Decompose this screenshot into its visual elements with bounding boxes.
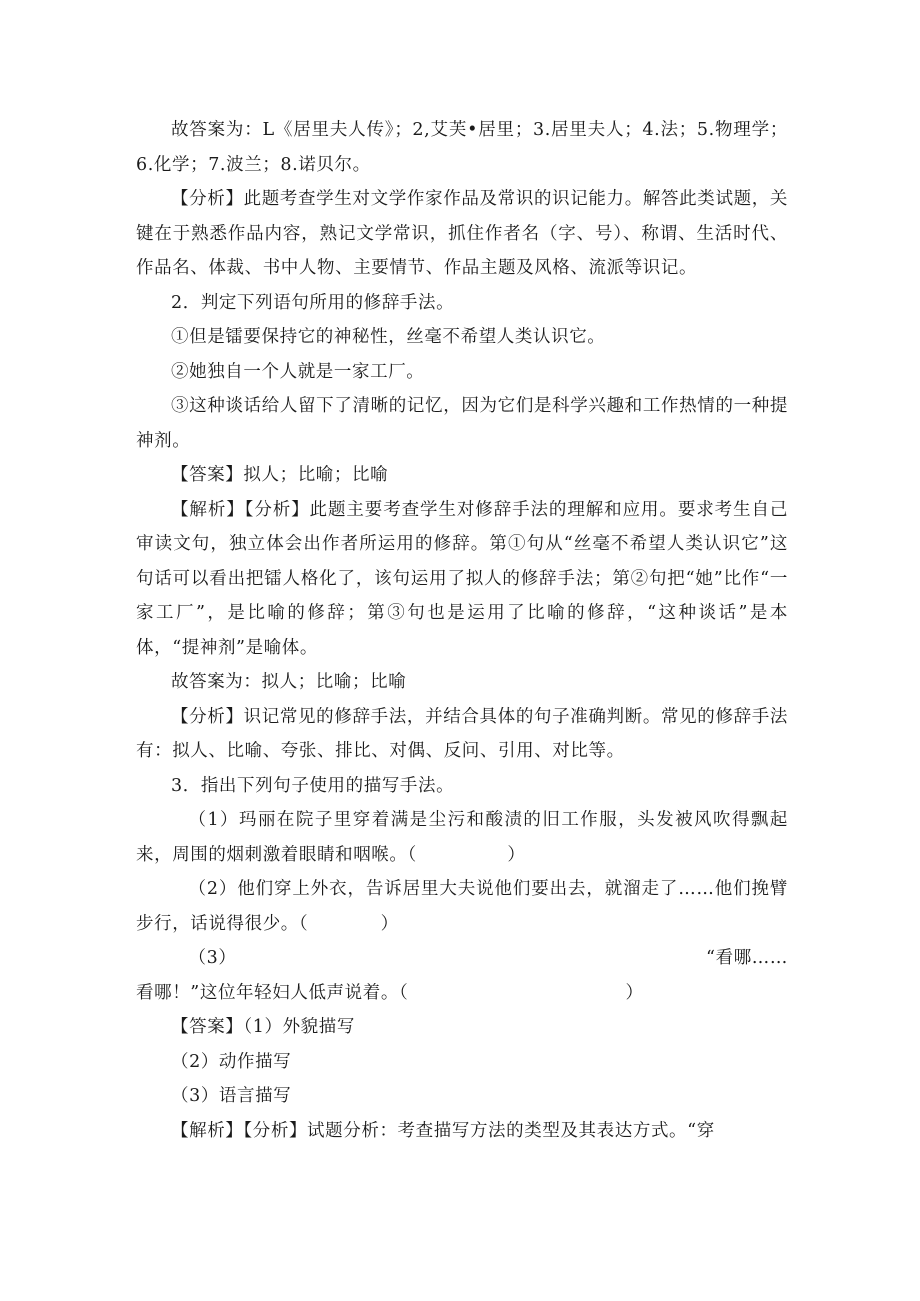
question-3-item-2: （2）他们穿上外衣，告诉居里大夫说他们要出去，就溜走了……他们挽臂步行，话说得很少。（ ） (136, 879, 788, 934)
question-2-final-answer: 故答案为：拟人；比喻；比喻 (171, 672, 407, 692)
question-3-answer: 【答案】（1）外貌描写 (171, 1017, 355, 1037)
analysis-paragraph-1: 【分析】此题考查学生对文学作家作品及常识的识记能力。解答此类试题，关键在于熟悉作品内容，熟记文学常识，抓住作者名（字、号）、称谓、生活时代、作品名、体裁、书中人物、主要情节、作品主题及风格、流派等识记。 (136, 189, 788, 278)
question-2-item-3: ③这种谈话给人留下了清晰的记忆，因为它们是科学兴趣和工作热情的一种提神剂。 (136, 396, 788, 451)
question-3-answer-2: （2）动作描写 (171, 1051, 292, 1072)
answer-paragraph-1: 故答案为：L《居里夫人传》；2,艾芙•居里；3.居里夫人；4.法；5.物理学；6.化学；7.波兰；8.诺贝尔。 (136, 120, 788, 175)
question-2-answer: 【答案】拟人；比喻；比喻 (171, 465, 389, 485)
question-2-heading: 2．判定下列语句所用的修辞手法。 (171, 292, 455, 313)
question-2-analysis: 【分析】识记常见的修辞手法，并结合具体的句子准确判断。常见的修辞手法有：拟人、比喻、夸张、排比、对偶、反问、引用、对比等。 (136, 706, 788, 761)
question-2-explanation: 【解析】【分析】此题主要考查学生对修辞手法的理解和应用。要求考生自己审读文句，独立体会出作者所运用的修辞。第①句从“丝毫不希望人类认识它”这句话可以看出把镭人格化了，该句运用了拟人的修辞手法；第②句把“她”比作“一家工厂”，是比喻的修辞；第③句也是运用了比喻的修辞，“这种谈话”是本体，“提神剂”是喻体。 (136, 499, 788, 658)
question-3-item-3-label: （3） (188, 948, 237, 968)
question-3-item-3-line (136, 941, 788, 976)
question-3-explanation: 【解析】【分析】试题分析：考查描写方法的类型及其表达方式。“穿 (171, 1120, 715, 1141)
question-2-item-2: ②她独自一个人就是一家工厂。 (171, 361, 425, 382)
question-3-heading: 3．指出下列句子使用的描写手法。 (171, 775, 455, 796)
question-2-item-1: ①但是镭要保持它的神秘性，丝毫不希望人类认识它。 (171, 327, 606, 347)
question-3-item-1: （1）玛丽在院子里穿着满是尘污和酸渍的旧工作服，头发被风吹得飘起来，周围的烟刺激着眼睛和咽喉。（ ） (136, 810, 788, 865)
document-body (136, 113, 788, 1148)
question-3-item-3-rest: 看哪！”这位年轻妇人低声说着。（ ） (136, 982, 644, 1003)
question-3-item-3-quote-start: “看哪…… (706, 948, 788, 968)
question-3-answer-3: （3）语言描写 (171, 1086, 292, 1106)
